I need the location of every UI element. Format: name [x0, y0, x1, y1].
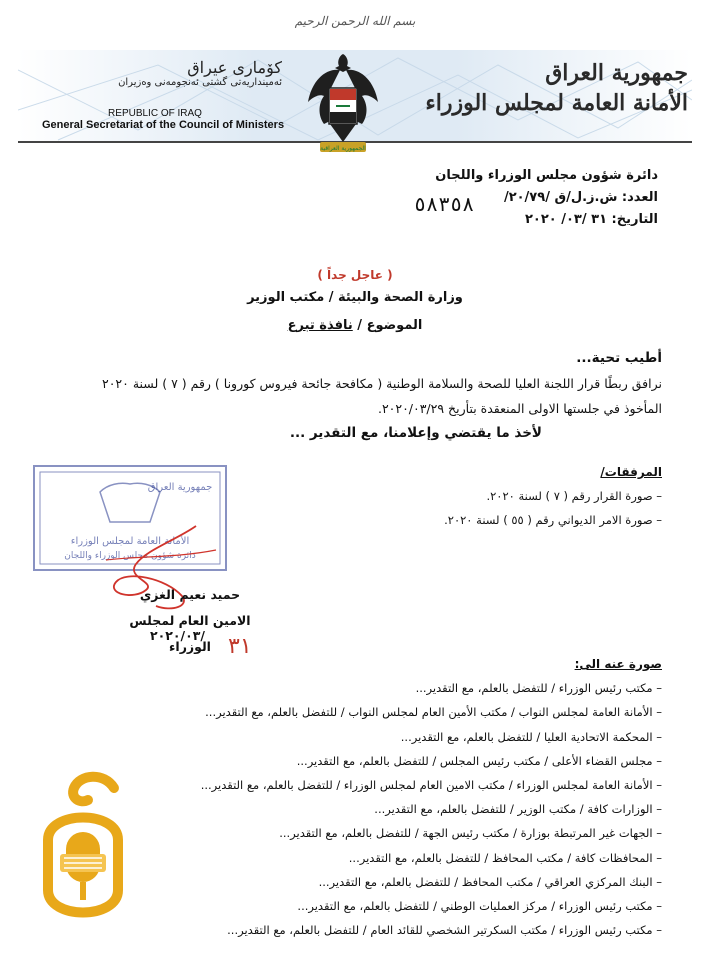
list-item: – الأمانة العامة لمجلس الوزراء / مكتب الامين العام لمجلس الوزراء / للتفضل بالعلم، مع التقدير...: [42, 773, 662, 797]
kurdish-secretariat-name: ئه‌مینداریه‌تی گشتی ئه‌نجومه‌نی وه‌زیران: [118, 77, 282, 88]
list-item: – مجلس القضاء الأعلى / مكتب رئيس المجلس / للتفضل بالعلم، مع التقدير...: [42, 749, 662, 773]
list-item: – مكتب رئيس الوزراء / مركز العمليات الوطني / للتفضل بالعلم، مع التقدير...: [42, 894, 662, 918]
basmala: بسم الله الرحمن الرحيم: [294, 14, 416, 28]
english-republic-name: REPUBLIC OF IRAQ: [108, 108, 202, 119]
signatory-name: حميد نعيم الغزي: [139, 587, 241, 602]
attachment-item: – صورة القرار رقم ( ٧ ) لسنة ٢٠٢٠.: [486, 489, 662, 503]
eagle-emblem-icon: [306, 50, 380, 160]
emblem-caption: الجمهورية العراقية: [320, 145, 366, 152]
body-paragraph: نرافق ربطًا قرار اللجنة العليا للصحة والسلامة الوطنية ( مكافحة جائحة فيروس كورونا ) رقم ( ٧ ) لسنة ٢٠٢٠ المأخوذ في جلستها الاولى المنعقدة بتأريخ ٢٠٢٠/٠٣/٢٩.: [101, 376, 662, 416]
list-item: – المحافظات كافة / مكتب المحافظ / للتفضل بالعلم، مع التقدير...: [42, 846, 662, 870]
arabic-letterhead: [425, 58, 688, 118]
subject-line: [0, 318, 710, 333]
kurdish-republic-name: كۆماری عیراق: [187, 58, 282, 77]
handwritten-number: ٥٨٣٥٨: [414, 192, 475, 216]
list-item: – الأمانة العامة لمجلس النواب / مكتب الأمين العام لمجلس النواب / للتفضل بالعلم، مع التقدير...: [42, 700, 662, 724]
closing-line: لأخذ ما يقتضي وإعلامنا، مع التقدير ...: [289, 425, 542, 441]
document-number: العدد: ش.ز.ل/ق /٢٠/٧٩/: [503, 190, 658, 205]
signature-day: ٣١: [228, 634, 252, 659]
arabic-republic-name: جمهورية العراق: [545, 60, 688, 86]
list-item: – البنك المركزي العراقي / مكتب المحافظ / للتفضل بالعلم، مع التقدير...: [42, 870, 662, 894]
english-secretariat-name: General Secretariat of the Council of Ministers: [42, 119, 285, 131]
copy-to-heading: صورة عنه الى:: [574, 657, 662, 671]
signatory-title: الامين العام لمجلس الوزراء: [129, 613, 251, 654]
stamp-line1: جمهورية العراق: [147, 482, 213, 493]
department-name: دائرة شؤون مجلس الوزراء واللجان: [435, 168, 658, 183]
letter-body: [60, 346, 662, 446]
stamp-line3: دائرة شؤون مجلس الوزراء واللجان: [64, 551, 196, 561]
list-item: – الوزارات كافة / مكتب الوزير / للتفضل بالعلم، مع التقدير...: [42, 797, 662, 821]
subject-value: نافذة تبرع: [287, 318, 353, 333]
attachments: [362, 460, 662, 532]
stamp-line2: الأمانة العامة لمجلس الوزراء: [70, 536, 190, 547]
subject-label: الموضوع /: [357, 318, 423, 333]
list-item: – مكتب رئيس الوزراء / مكتب السكرتير الشخصي للقائد العام / للتفضل بالعلم، مع التقدير...: [42, 918, 662, 942]
microphone-logo-icon: [28, 770, 138, 930]
greeting: أطيب تحية...: [576, 350, 662, 366]
list-item: – مكتب رئيس الوزراء / للتفضل بالعلم، مع التقدير...: [42, 676, 662, 700]
kurdish-letterhead: [52, 58, 282, 88]
document-date: التاريخ: ٣١ /٠٣/ ٢٠٢٠: [524, 212, 658, 227]
addressee: وزارة الصحة والبيئة / مكتب الوزير: [247, 290, 463, 305]
attachment-item: – صورة الامر الديواني رقم ( ٥٥ ) لسنة ٢٠٢٠.: [444, 513, 662, 527]
attachments-heading: المرفقات/: [600, 465, 662, 479]
urgency-label: ( عاجل جداً ): [317, 268, 393, 282]
list-item: – الجهات غير المرتبطة بوزارة / مكتب رئيس الجهة / للتفضل بالعلم، مع التقدير...: [42, 821, 662, 845]
arabic-secretariat-name: الأمانة العامة لمجلس الوزراء: [425, 90, 688, 116]
list-item: – المحكمة الاتحادية العليا / للتفضل بالعلم، مع التقدير...: [42, 725, 662, 749]
english-letterhead: [42, 108, 285, 131]
signature-date: ٢٠٢٠/٠٣/: [150, 628, 205, 643]
